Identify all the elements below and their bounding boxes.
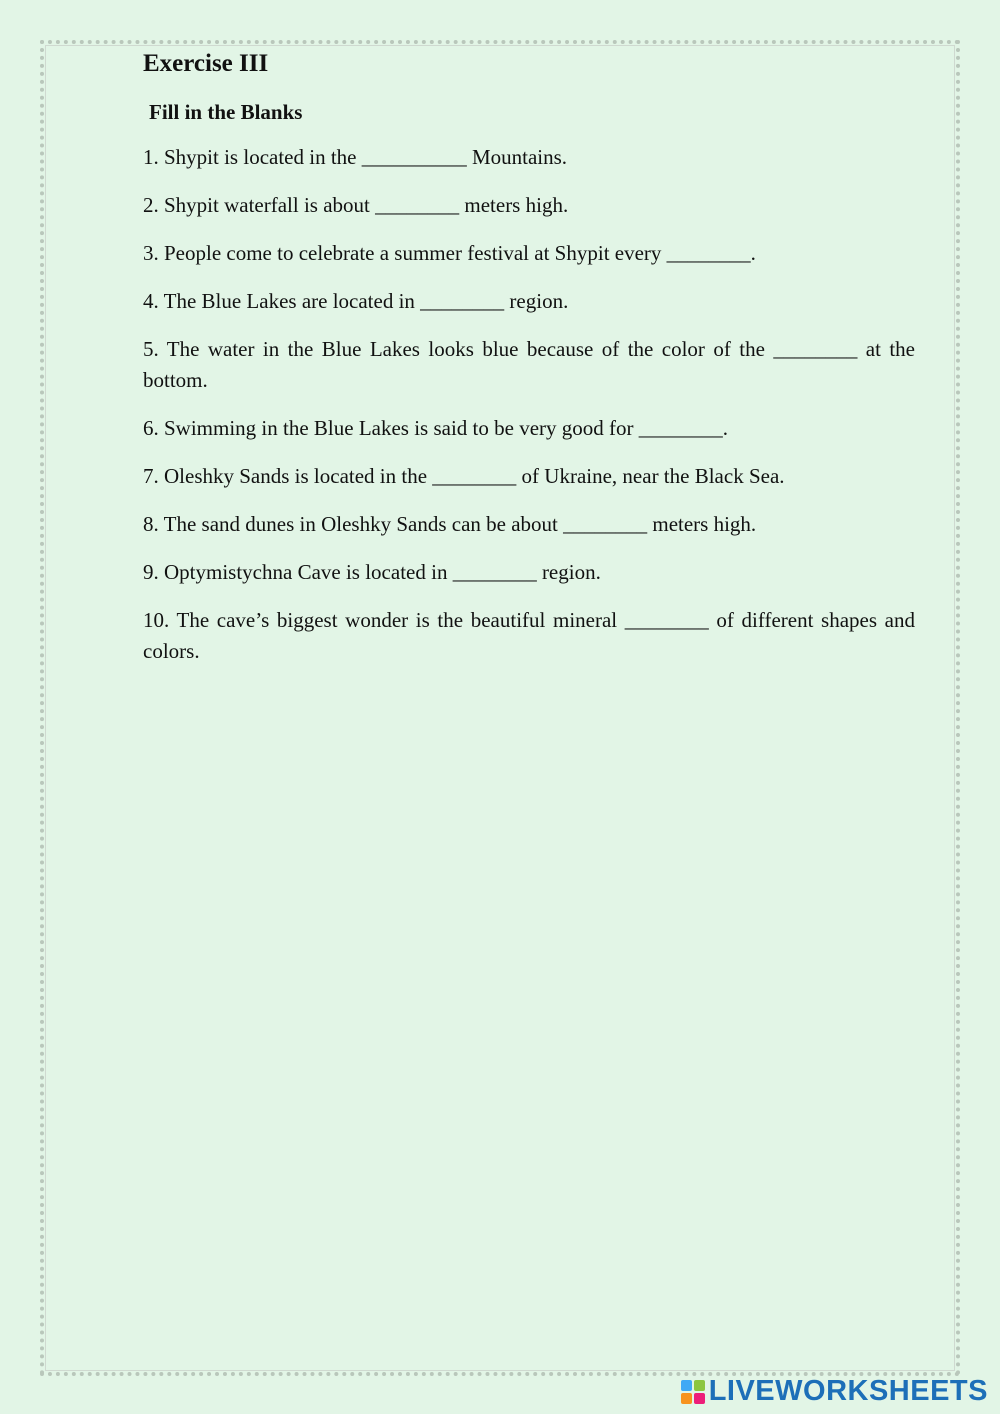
liveworksheets-brand[interactable] <box>681 1375 988 1408</box>
section-subtitle: Fill in the Blanks <box>149 100 303 124</box>
question-item: 6. Swimming in the Blue Lakes is said to be very good for ________. <box>143 416 729 440</box>
question-item: 3. People come to celebrate a summer festival at Shypit every ________. <box>143 241 756 265</box>
question-item: 10. The cave’s biggest wonder is the beautiful mineral ________ of different shapes and colors. <box>143 608 915 663</box>
exercise-title: Exercise III <box>143 50 269 77</box>
worksheet-content <box>143 48 915 684</box>
question-list <box>143 142 915 667</box>
question-item: 4. The Blue Lakes are located in ________ region. <box>143 289 569 313</box>
question-item: 5. The water in the Blue Lakes looks blue because of the color of the ________ at the bottom. <box>143 337 915 392</box>
question-item: 1. Shypit is located in the __________ Mountains. <box>143 145 568 169</box>
question-item: 2. Shypit waterfall is about ________ meters high. <box>143 193 569 217</box>
liveworksheets-logo-icon <box>681 1380 705 1404</box>
question-item: 9. Optymistychna Cave is located in ________ region. <box>143 560 601 584</box>
brand-name: LIVEWORKSHEETS <box>708 1375 988 1407</box>
question-item: 7. Oleshky Sands is located in the ________ of Ukraine, near the Black Sea. <box>143 464 785 488</box>
question-item: 8. The sand dunes in Oleshky Sands can be about ________ meters high. <box>143 512 757 536</box>
